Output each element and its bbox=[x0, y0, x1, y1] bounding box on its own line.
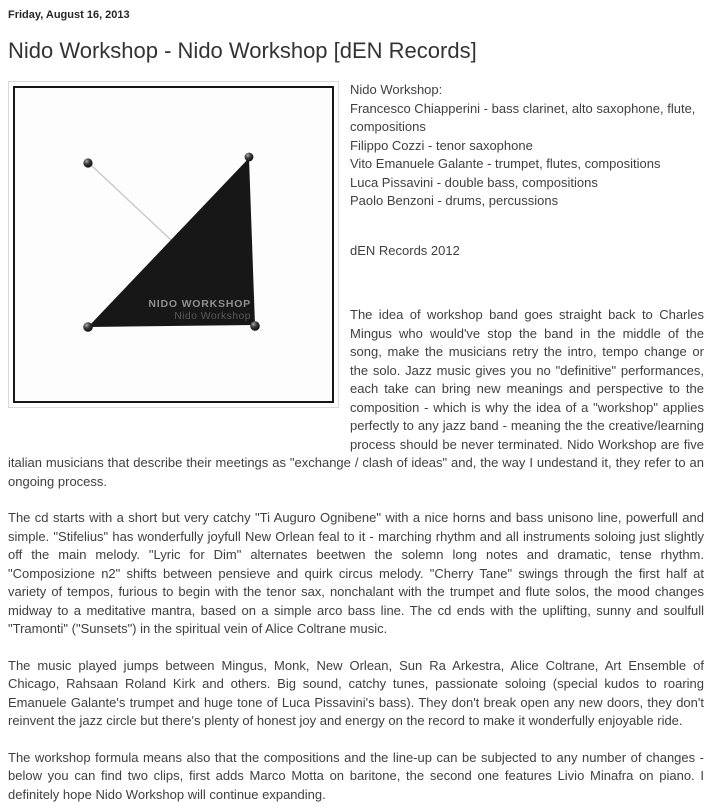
cover-pin-bottom-right bbox=[250, 321, 260, 331]
record-label-year: dEN Records 2012 bbox=[350, 242, 460, 258]
lineup-member: Filippo Cozzi - tenor saxophone bbox=[350, 137, 533, 153]
post-body bbox=[8, 81, 704, 804]
cover-string-line bbox=[92, 166, 171, 240]
post-date: Friday, August 16, 2013 bbox=[8, 9, 130, 21]
album-cover bbox=[13, 86, 334, 403]
cover-pin-bottom-left bbox=[83, 322, 93, 332]
lineup-member: Paolo Benzoni - drums, percussions bbox=[350, 193, 559, 208]
lineup-band-name: Nido Workshop: bbox=[350, 82, 443, 97]
cover-album-name: Nido Workshop bbox=[174, 310, 251, 322]
review-paragraph: The workshop formula means also that the compositions and the line-up can be subjected to any number of changes - below you can find two clips, first adds Marco Motta on baritone, the second one features Livio Minafra on piano. I definitely hope Nido Workshop will continue expanding. bbox=[8, 749, 704, 802]
lineup-member: Vito Emanuele Galante - trumpet, flutes, compositions bbox=[350, 156, 661, 171]
cover-pin-top-left bbox=[83, 158, 92, 167]
cover-band-name-caps: NIDO WORKSHOP bbox=[148, 298, 251, 310]
album-cover-artwork bbox=[15, 88, 332, 401]
review-paragraph: The music played jumps between Mingus, Monk, New Orlean, Sun Ra Arkestra, Alice Coltrane, Art Ensemble of Chicago, Rahsaan Roland Kirk and others. Big sound, catchy tunes, passionate soloing (special kudos to roaring Emanuele Galante's trumpet and huge tone of Luca Pissavini's bass). They don't break open any new doors, they don't reinvent the jazz circle but there's plenty of honest joy and energy on the record to make it wonderfully enjoyable ride. bbox=[8, 657, 704, 728]
review-paragraph: The idea of workshop band goes straight back to Charles Mingus who would've stop the band in the middle of the song, make the musicians retry the intro, tempo change or the solo. Jazz music gives you no "definitive" performances, each take can bring new meanings and perspective to the composition - which is why the idea of a "workshop" applies perfectly to any jazz band - meaning the the creative/learning process should be never terminated. Nido Workshop are five italian musicians that describe their meetings as "exchange / clash of ideas" and, the way I undestand it, they refer to an ongoing process. bbox=[8, 307, 704, 489]
album-cover-image[interactable] bbox=[8, 81, 339, 408]
lineup-member: Luca Pissavini - double bass, compositions bbox=[350, 174, 598, 190]
post-title: Nido Workshop - Nido Workshop [dEN Records] bbox=[8, 38, 477, 63]
lineup-member: Francesco Chiapperini - bass clarinet, alto saxophone, flute, compositions bbox=[350, 100, 696, 134]
cover-pin-top-right bbox=[245, 153, 254, 162]
review-paragraph: The cd starts with a short but very catchy "Ti Auguro Ognibene" with a nice horns and bass unisono line, powerfull and simple. "Stifelius" has wonderfully joyfull New Orlean feal to it - marching rhythm and all instruments soloing just slightly off the main melody. "Lyric for Dim" alternates beetwen the solemn long notes and dramatic, tense rhythm. "Composizione n2" shifts between pensieve and quirk circus melody. "Cherry Tane" swings through the first half at variety of tempos, furious to begin with the tenor sax, nonchalant with the trumpet and flute solos, the mood changes midway to a meditative mantra, based on a simple arco bass line. The cd ends with the uplifting, sunny and soulfull "Tramonti" ("Sunsets") in the spiritual vein of Alice Coltrane music. bbox=[8, 510, 704, 636]
